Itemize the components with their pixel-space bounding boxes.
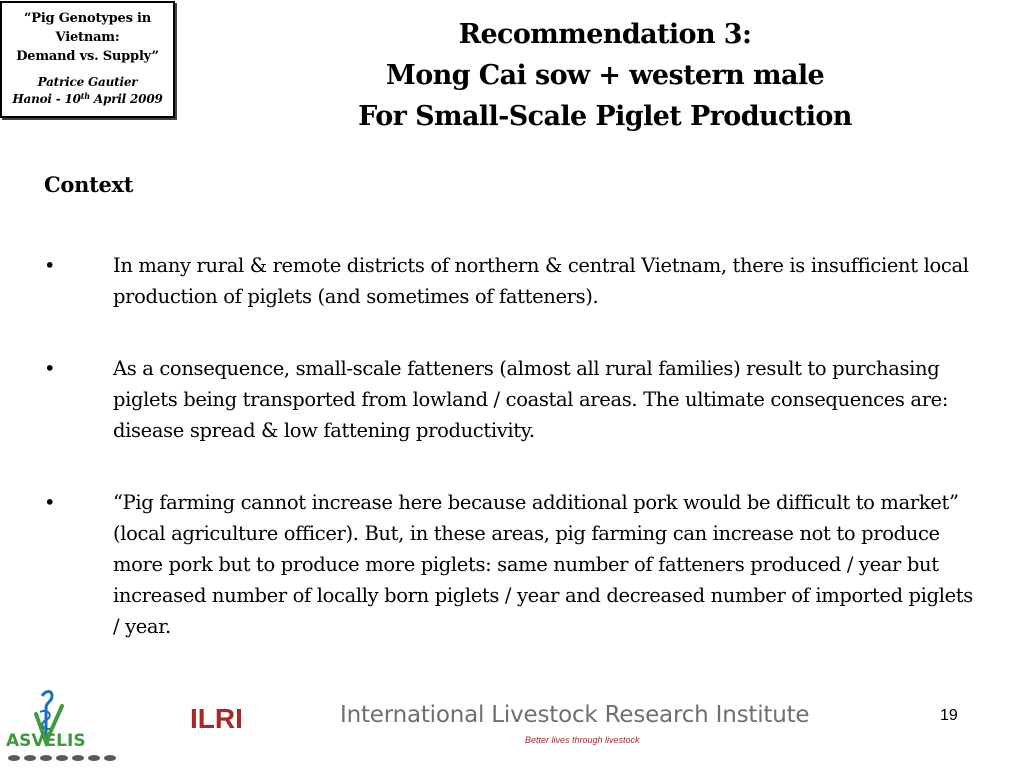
bullet-item xyxy=(44,353,974,446)
slide-heading-line: Mong Cai sow + western male xyxy=(385,60,825,91)
presentation-date-suffix: April 2009 xyxy=(89,92,163,106)
bullet-list xyxy=(44,250,974,642)
bullet-item xyxy=(44,250,974,312)
presentation-date xyxy=(2,91,173,108)
bullet-text: In many rural & remote districts of northern & central Vietnam, there is insufficient local production of piglets (and sometimes of fatteners). xyxy=(113,254,969,308)
presentation-author: Patrice Gautier xyxy=(37,75,138,89)
presentation-title-line: Demand vs. Supply” xyxy=(16,49,159,64)
bullet-dot: • xyxy=(44,491,56,514)
presentation-title-line: “Pig Genotypes in xyxy=(23,11,152,26)
asvelis-logo xyxy=(4,688,122,764)
bullet-dot: • xyxy=(44,254,56,277)
asvelis-logo-text: ASVELIS xyxy=(6,731,86,751)
slide-heading-line: For Small-Scale Piglet Production xyxy=(358,101,852,132)
bullet-text: “Pig farming cannot increase here because additional pork would be difficult to market” (local agriculture officer). But, in these areas, pig farming can increase not to produce more pork but to produce more piglets: same number of fatteners produced / year but increased number of locally born piglets / year and decreased number of imported piglets / year. xyxy=(113,491,973,638)
slide-heading xyxy=(300,14,910,137)
slide-number: 19 xyxy=(940,707,958,724)
animal-strip-icon xyxy=(8,755,116,761)
bullet-text: As a consequence, small-scale fatteners (almost all rural families) result to purchasing piglets being transported from lowland / coastal areas. The ultimate consequences are: disease spread & low fattening productivity. xyxy=(113,357,949,442)
bullet-dot: • xyxy=(44,357,56,380)
bullet-item xyxy=(44,487,974,642)
organization-name: International Livestock Research Institute xyxy=(340,702,810,728)
presentation-title-line: Vietnam: xyxy=(55,30,120,45)
presentation-title-box xyxy=(0,1,175,118)
presentation-date-prefix: Hanoi - 10 xyxy=(12,92,81,106)
ilri-logo: ILRI xyxy=(190,703,243,734)
slide-heading-line: Recommendation 3: xyxy=(458,19,752,50)
context-label: Context xyxy=(44,172,134,197)
presentation-date-sup: th xyxy=(80,91,90,101)
organization-tagline: Better lives through livestock xyxy=(525,735,640,745)
presentation-author-block xyxy=(2,74,173,108)
presentation-title xyxy=(2,9,173,66)
